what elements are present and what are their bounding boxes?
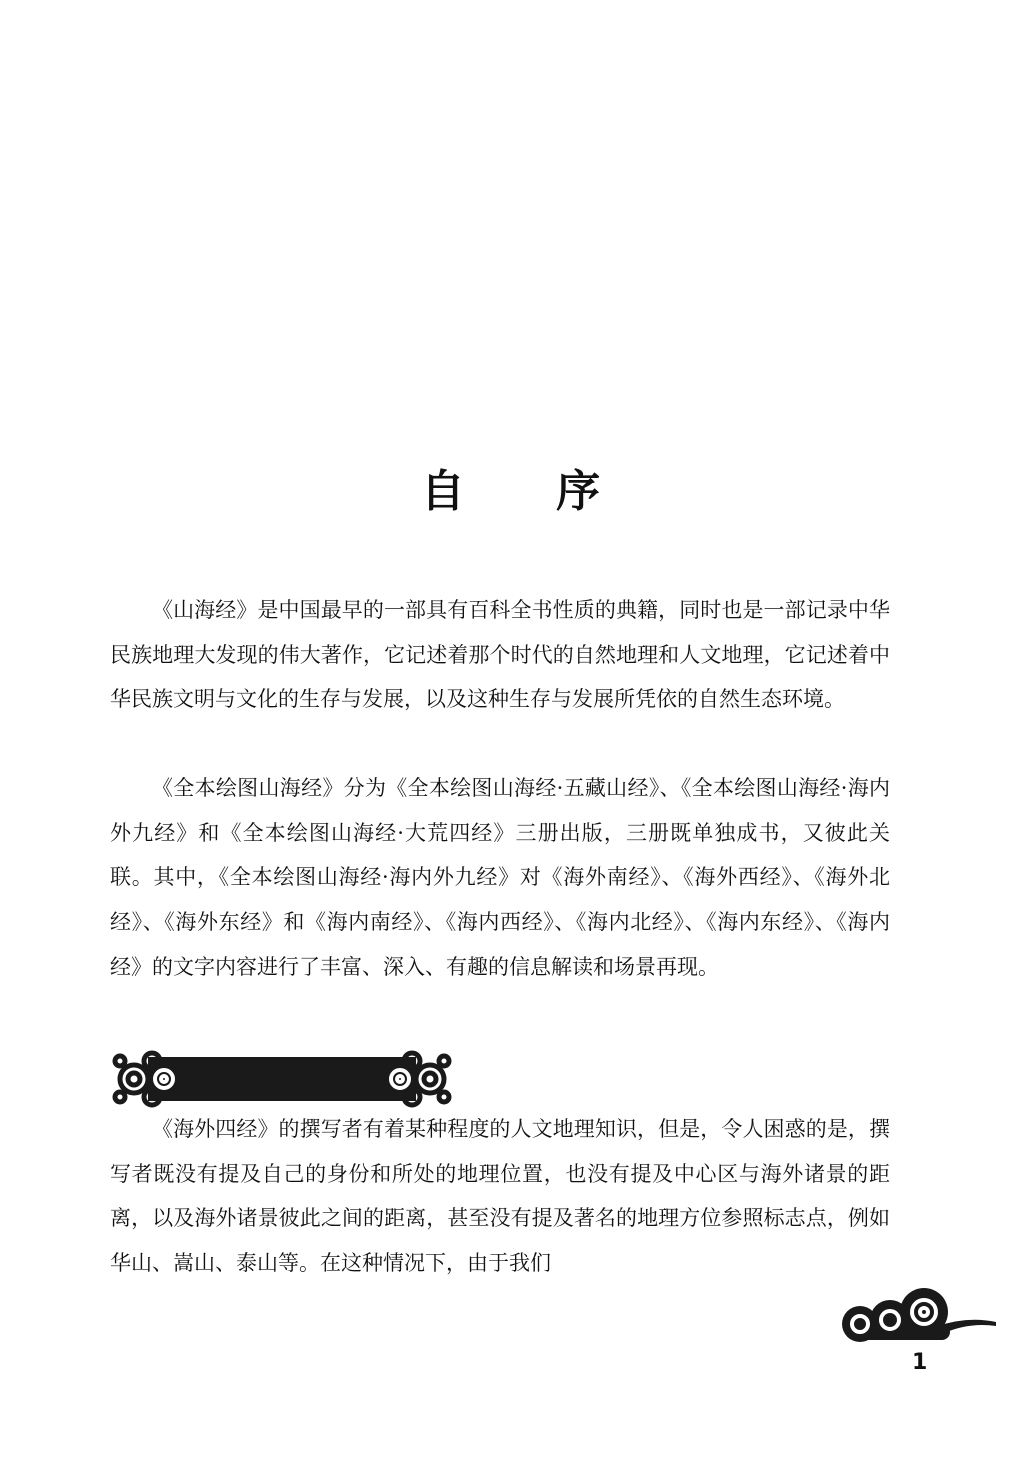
body-paragraph: 《全本绘图山海经》分为《全本绘图山海经·五藏山经》、《全本绘图山海经·海内外九经》和《全本绘图山海经·大荒四经》三册出版，三册既单独成书，又彼此关联。其中，《全本绘图山海经·海内外九经》对《海外南经》、《海外西经》、《海外北经》、《海外东经》和《海内南经》、《海内西经》、《海内北经》、《海内东经》、《海内经》的文字内容进行了丰富、深入、有趣的信息解读和场景再现。 [110, 776, 890, 979]
body-paragraph: 《海外四经》的撰写者有着某种程度的人文地理知识，但是，令人困惑的是，撰写者既没有提及自己的身份和所处的地理位置，也没有提及中心区与海外诸景的距离，以及海外诸景彼此之间的距离，甚至没有提及著名的地理方位参照标志点，例如华山、嵩山、泰山等。在这种情况下，由于我们 [110, 1117, 890, 1276]
cloud-ornament-icon [838, 1286, 998, 1350]
body-paragraph: 《山海经》是中国最早的一部具有百科全书性质的典籍，同时也是一部记录中华民族地理大发现的伟大著作，它记述着那个时代的自然地理和人文地理，它记述着中华民族文明与文化的生存与发展，以及这种生存与发展所凭依的自然生态环境。 [110, 598, 890, 712]
page-number: 1 [912, 1350, 928, 1375]
page-title: 自 序 [420, 466, 639, 517]
cloud-banner-ornament [108, 1047, 456, 1111]
